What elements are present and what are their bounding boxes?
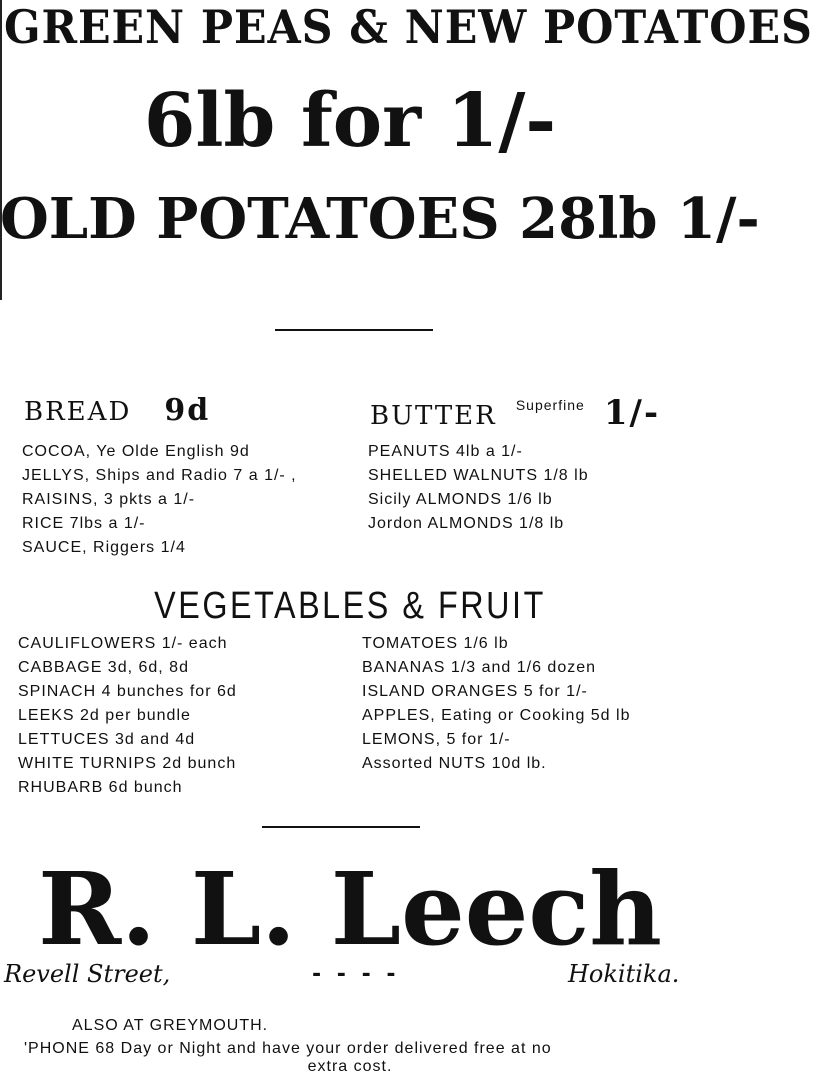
butter-note: Superfine	[515, 397, 585, 413]
merchant-name: R. L. Leech	[38, 850, 662, 968]
list-item: Sicily ALMONDS 1/6 lb	[368, 491, 553, 508]
town: Hokitika.	[568, 960, 680, 988]
divider-bottom	[262, 826, 420, 828]
bread-price: 9d	[164, 393, 211, 428]
bread-heading	[24, 393, 210, 428]
phone-line-cont: extra cost.	[307, 1058, 393, 1075]
list-item: Jordon ALMONDS 1/8 lb	[368, 515, 565, 532]
butter-heading	[370, 393, 660, 433]
veg-heading: VEGETABLES & FRUIT	[154, 585, 546, 627]
list-item: SPINACH 4 bunches for 6d	[18, 683, 237, 700]
list-item: COCOA, Ye Olde English 9d	[22, 443, 250, 460]
also-at: ALSO AT GREYMOUTH.	[72, 1017, 269, 1034]
street-address: Revell Street,	[4, 960, 171, 988]
list-item: WHITE TURNIPS 2d bunch	[18, 755, 237, 772]
list-item: BANANAS 1/3 and 1/6 dozen	[362, 659, 597, 676]
list-item: LEMONS, 5 for 1/-	[362, 731, 511, 748]
price-main: 6lb for 1/-	[143, 78, 557, 164]
list-item: APPLES, Eating or Cooking 5d lb	[362, 707, 631, 724]
list-item: ISLAND ORANGES 5 for 1/-	[362, 683, 588, 700]
grocery-list-right	[368, 440, 589, 536]
list-item: SHELLED WALNUTS 1/8 lb	[368, 467, 589, 484]
list-item: CAULIFLOWERS 1/- each	[18, 635, 228, 652]
grocery-list-left	[22, 440, 297, 560]
list-item: LETTUCES 3d and 4d	[18, 731, 196, 748]
veg-list-right	[362, 632, 630, 776]
headline: GREEN PEAS & NEW POTATOES	[4, 0, 813, 54]
divider-top	[275, 329, 433, 331]
list-item: JELLYS, Ships and Radio 7 a 1/- ,	[22, 467, 297, 484]
list-item: RHUBARB 6d bunch	[18, 779, 183, 796]
list-item: Assorted NUTS 10d lb.	[362, 755, 547, 772]
price-old: OLD POTATOES 28lb 1/-	[0, 186, 760, 252]
bread-label: BREAD	[24, 397, 132, 427]
list-item: RICE 7lbs a 1/-	[22, 515, 146, 532]
list-item: LEEKS 2d per bundle	[18, 707, 191, 724]
list-item: PEANUTS 4lb a 1/-	[368, 443, 523, 460]
veg-list-left	[18, 632, 237, 800]
butter-label: BUTTER	[370, 401, 497, 431]
list-item: TOMATOES 1/6 lb	[362, 635, 509, 652]
list-item: SAUCE, Riggers 1/4	[22, 539, 186, 556]
butter-price: 1/-	[603, 393, 661, 433]
phone-line: 'PHONE 68 Day or Night and have your order delivered free at no	[24, 1040, 552, 1057]
address-dashes: - - - -	[312, 962, 400, 987]
list-item: RAISINS, 3 pkts a 1/-	[22, 491, 196, 508]
list-item: CABBAGE 3d, 6d, 8d	[18, 659, 189, 676]
